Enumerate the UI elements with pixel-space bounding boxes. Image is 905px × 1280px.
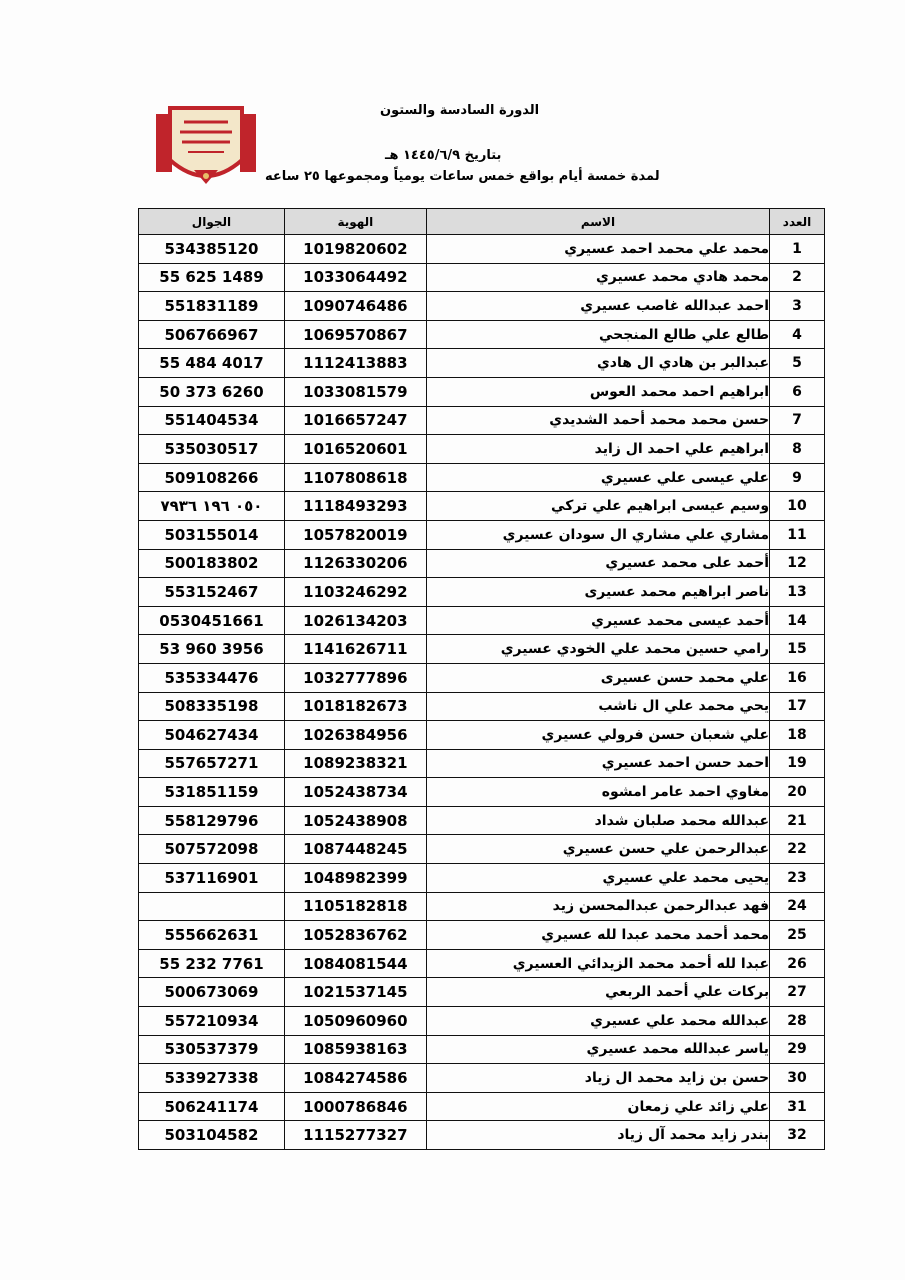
national-id: 1069570867 bbox=[284, 320, 426, 349]
mobile-number: 506241174 bbox=[139, 1092, 285, 1121]
national-id: 1084274586 bbox=[284, 1064, 426, 1093]
header-phone: الجوال bbox=[139, 209, 285, 235]
row-number: 28 bbox=[770, 1007, 825, 1036]
table-row bbox=[139, 435, 825, 464]
table-row bbox=[139, 835, 825, 864]
table-row bbox=[139, 235, 825, 264]
table-row bbox=[139, 749, 825, 778]
table-row bbox=[139, 377, 825, 406]
national-id: 1050960960 bbox=[284, 1007, 426, 1036]
table-row bbox=[139, 978, 825, 1007]
table-row bbox=[139, 921, 825, 950]
national-id: 1052438908 bbox=[284, 806, 426, 835]
mobile-number: 55 625 1489 bbox=[139, 263, 285, 292]
participant-name: ياسر عبدالله محمد عسيري bbox=[426, 1035, 769, 1064]
mobile-number: 551404534 bbox=[139, 406, 285, 435]
participant-name: علي شعبان حسن فرولي عسيري bbox=[426, 721, 769, 750]
table-row bbox=[139, 606, 825, 635]
table-row bbox=[139, 320, 825, 349]
course-date: بتاريخ ١٤٤٥/٦/٩ هـ bbox=[385, 148, 502, 163]
national-id: 1016520601 bbox=[284, 435, 426, 464]
row-number: 8 bbox=[770, 435, 825, 464]
row-number: 12 bbox=[770, 549, 825, 578]
national-id: 1087448245 bbox=[284, 835, 426, 864]
national-id: 1107808618 bbox=[284, 463, 426, 492]
row-number: 6 bbox=[770, 377, 825, 406]
table-row bbox=[139, 578, 825, 607]
mobile-number: 507572098 bbox=[139, 835, 285, 864]
mobile-number: 509108266 bbox=[139, 463, 285, 492]
mobile-number: 553152467 bbox=[139, 578, 285, 607]
national-id: 1141626711 bbox=[284, 635, 426, 664]
association-logo bbox=[150, 100, 262, 192]
table-row bbox=[139, 549, 825, 578]
participant-name: مشاري علي مشاري ال سودان عسيري bbox=[426, 520, 769, 549]
table-row bbox=[139, 520, 825, 549]
national-id: 1000786846 bbox=[284, 1092, 426, 1121]
participant-name: عبدالله محمد صلبان شداد bbox=[426, 806, 769, 835]
mobile-number: 0530451661 bbox=[139, 606, 285, 635]
row-number: 29 bbox=[770, 1035, 825, 1064]
row-number: 26 bbox=[770, 949, 825, 978]
table-row bbox=[139, 892, 825, 921]
mobile-number: 555662631 bbox=[139, 921, 285, 950]
table-row bbox=[139, 635, 825, 664]
row-number: 5 bbox=[770, 349, 825, 378]
mobile-number: 557210934 bbox=[139, 1007, 285, 1036]
participant-name: ابراهيم احمد محمد العوس bbox=[426, 377, 769, 406]
row-number: 21 bbox=[770, 806, 825, 835]
national-id: 1103246292 bbox=[284, 578, 426, 607]
national-id: 1021537145 bbox=[284, 978, 426, 1007]
national-id: 1115277327 bbox=[284, 1121, 426, 1150]
table-row bbox=[139, 806, 825, 835]
mobile-number: 503155014 bbox=[139, 520, 285, 549]
participant-name: رامي حسين محمد علي الخودي عسيري bbox=[426, 635, 769, 664]
participants-table bbox=[138, 208, 825, 1150]
row-number: 31 bbox=[770, 1092, 825, 1121]
mobile-number: 533927338 bbox=[139, 1064, 285, 1093]
national-id: 1118493293 bbox=[284, 492, 426, 521]
participant-name: بندر زايد محمد آل زياد bbox=[426, 1121, 769, 1150]
table-row bbox=[139, 292, 825, 321]
participant-name: احمد عبدالله غاصب عسيري bbox=[426, 292, 769, 321]
row-number: 13 bbox=[770, 578, 825, 607]
mobile-number: 53 960 3956 bbox=[139, 635, 285, 664]
participant-name: عبدا لله أحمد محمد الزيدائي العسيري bbox=[426, 949, 769, 978]
course-title: الدورة السادسة والستون bbox=[380, 103, 540, 118]
national-id: 1048982399 bbox=[284, 864, 426, 893]
row-number: 11 bbox=[770, 520, 825, 549]
row-number: 17 bbox=[770, 692, 825, 721]
table-row bbox=[139, 463, 825, 492]
national-id: 1126330206 bbox=[284, 549, 426, 578]
mobile-number: 535030517 bbox=[139, 435, 285, 464]
national-id: 1026134203 bbox=[284, 606, 426, 635]
row-number: 23 bbox=[770, 864, 825, 893]
row-number: 9 bbox=[770, 463, 825, 492]
mobile-number: 500183802 bbox=[139, 549, 285, 578]
national-id: 1016657247 bbox=[284, 406, 426, 435]
row-number: 20 bbox=[770, 778, 825, 807]
national-id: 1057820019 bbox=[284, 520, 426, 549]
mobile-number: ٠٥٠ ١٩٦ ٧٩٣٦ bbox=[139, 492, 285, 521]
row-number: 30 bbox=[770, 1064, 825, 1093]
row-number: 15 bbox=[770, 635, 825, 664]
row-number: 1 bbox=[770, 235, 825, 264]
national-id: 1019820602 bbox=[284, 235, 426, 264]
row-number: 25 bbox=[770, 921, 825, 950]
national-id: 1033081579 bbox=[284, 377, 426, 406]
row-number: 32 bbox=[770, 1121, 825, 1150]
mobile-number: 506766967 bbox=[139, 320, 285, 349]
mobile-number: 504627434 bbox=[139, 721, 285, 750]
participant-name: حسن محمد محمد أحمد الشديدي bbox=[426, 406, 769, 435]
national-id: 1089238321 bbox=[284, 749, 426, 778]
row-number: 2 bbox=[770, 263, 825, 292]
national-id: 1026384956 bbox=[284, 721, 426, 750]
row-number: 10 bbox=[770, 492, 825, 521]
table-row bbox=[139, 1092, 825, 1121]
participant-name: مغاوي احمد عامر امشوه bbox=[426, 778, 769, 807]
row-number: 24 bbox=[770, 892, 825, 921]
participant-name: يحيى محمد علي عسيري bbox=[426, 864, 769, 893]
row-number: 27 bbox=[770, 978, 825, 1007]
participant-name: محمد علي محمد احمد عسيري bbox=[426, 235, 769, 264]
mobile-number: 55 232 7761 bbox=[139, 949, 285, 978]
table-row bbox=[139, 492, 825, 521]
participant-name: أحمد عيسى محمد عسيري bbox=[426, 606, 769, 635]
national-id: 1052836762 bbox=[284, 921, 426, 950]
national-id: 1032777896 bbox=[284, 663, 426, 692]
participant-name: علي محمد حسن عسيرى bbox=[426, 663, 769, 692]
national-id: 1105182818 bbox=[284, 892, 426, 921]
participant-name: أحمد على محمد عسيري bbox=[426, 549, 769, 578]
table-row bbox=[139, 778, 825, 807]
mobile-number: 55 484 4017 bbox=[139, 349, 285, 378]
mobile-number bbox=[139, 892, 285, 921]
participant-name: ناصر ابراهيم محمد عسيرى bbox=[426, 578, 769, 607]
table-header-row bbox=[139, 209, 825, 235]
mobile-number: 503104582 bbox=[139, 1121, 285, 1150]
mobile-number: 535334476 bbox=[139, 663, 285, 692]
participant-name: بركات علي أحمد الربعي bbox=[426, 978, 769, 1007]
national-id: 1052438734 bbox=[284, 778, 426, 807]
mobile-number: 558129796 bbox=[139, 806, 285, 835]
participant-name: محمد هادي محمد عسيري bbox=[426, 263, 769, 292]
participant-name: فهد عبدالرحمن عبدالمحسن زيد bbox=[426, 892, 769, 921]
mobile-number: 551831189 bbox=[139, 292, 285, 321]
table-row bbox=[139, 692, 825, 721]
participant-name: ابراهيم علي احمد ال زايد bbox=[426, 435, 769, 464]
table-row bbox=[139, 1064, 825, 1093]
row-number: 3 bbox=[770, 292, 825, 321]
table-row bbox=[139, 349, 825, 378]
table-row bbox=[139, 949, 825, 978]
row-number: 4 bbox=[770, 320, 825, 349]
row-number: 16 bbox=[770, 663, 825, 692]
row-number: 18 bbox=[770, 721, 825, 750]
participant-name: عبدالله محمد علي عسيري bbox=[426, 1007, 769, 1036]
mobile-number: 557657271 bbox=[139, 749, 285, 778]
table-row bbox=[139, 406, 825, 435]
participant-name: وسيم عيسى ابراهيم علي تركي bbox=[426, 492, 769, 521]
participant-name: احمد حسن احمد عسيري bbox=[426, 749, 769, 778]
mobile-number: 534385120 bbox=[139, 235, 285, 264]
header-name: الاسم bbox=[426, 209, 769, 235]
mobile-number: 531851159 bbox=[139, 778, 285, 807]
table-row bbox=[139, 663, 825, 692]
mobile-number: 500673069 bbox=[139, 978, 285, 1007]
table-row bbox=[139, 721, 825, 750]
participant-name: حسن بن زايد محمد ال زياد bbox=[426, 1064, 769, 1093]
participant-name: علي زائد علي زمعان bbox=[426, 1092, 769, 1121]
participant-name: علي عيسى علي عسيري bbox=[426, 463, 769, 492]
table-row bbox=[139, 1121, 825, 1150]
national-id: 1085938163 bbox=[284, 1035, 426, 1064]
table-row bbox=[139, 864, 825, 893]
participant-name: يحي محمد علي ال ناشب bbox=[426, 692, 769, 721]
row-number: 22 bbox=[770, 835, 825, 864]
header-number: العدد bbox=[770, 209, 825, 235]
row-number: 19 bbox=[770, 749, 825, 778]
national-id: 1033064492 bbox=[284, 263, 426, 292]
course-duration: لمدة خمسة أيام بواقع خمس ساعات يومياً ومجموعها ٢٥ ساعه bbox=[265, 169, 660, 184]
table-row bbox=[139, 1007, 825, 1036]
header-id: الهوية bbox=[284, 209, 426, 235]
mobile-number: 537116901 bbox=[139, 864, 285, 893]
national-id: 1090746486 bbox=[284, 292, 426, 321]
table-row bbox=[139, 263, 825, 292]
participant-name: عبدالرحمن علي حسن عسيري bbox=[426, 835, 769, 864]
mobile-number: 530537379 bbox=[139, 1035, 285, 1064]
table-body bbox=[139, 235, 825, 1150]
mobile-number: 508335198 bbox=[139, 692, 285, 721]
row-number: 7 bbox=[770, 406, 825, 435]
mobile-number: 50 373 6260 bbox=[139, 377, 285, 406]
participant-name: طالع علي طالع المنجحي bbox=[426, 320, 769, 349]
participant-name: عبدالبر بن هادي ال هادي bbox=[426, 349, 769, 378]
participant-name: محمد أحمد محمد عبدا لله عسيري bbox=[426, 921, 769, 950]
national-id: 1018182673 bbox=[284, 692, 426, 721]
row-number: 14 bbox=[770, 606, 825, 635]
national-id: 1112413883 bbox=[284, 349, 426, 378]
table-row bbox=[139, 1035, 825, 1064]
national-id: 1084081544 bbox=[284, 949, 426, 978]
